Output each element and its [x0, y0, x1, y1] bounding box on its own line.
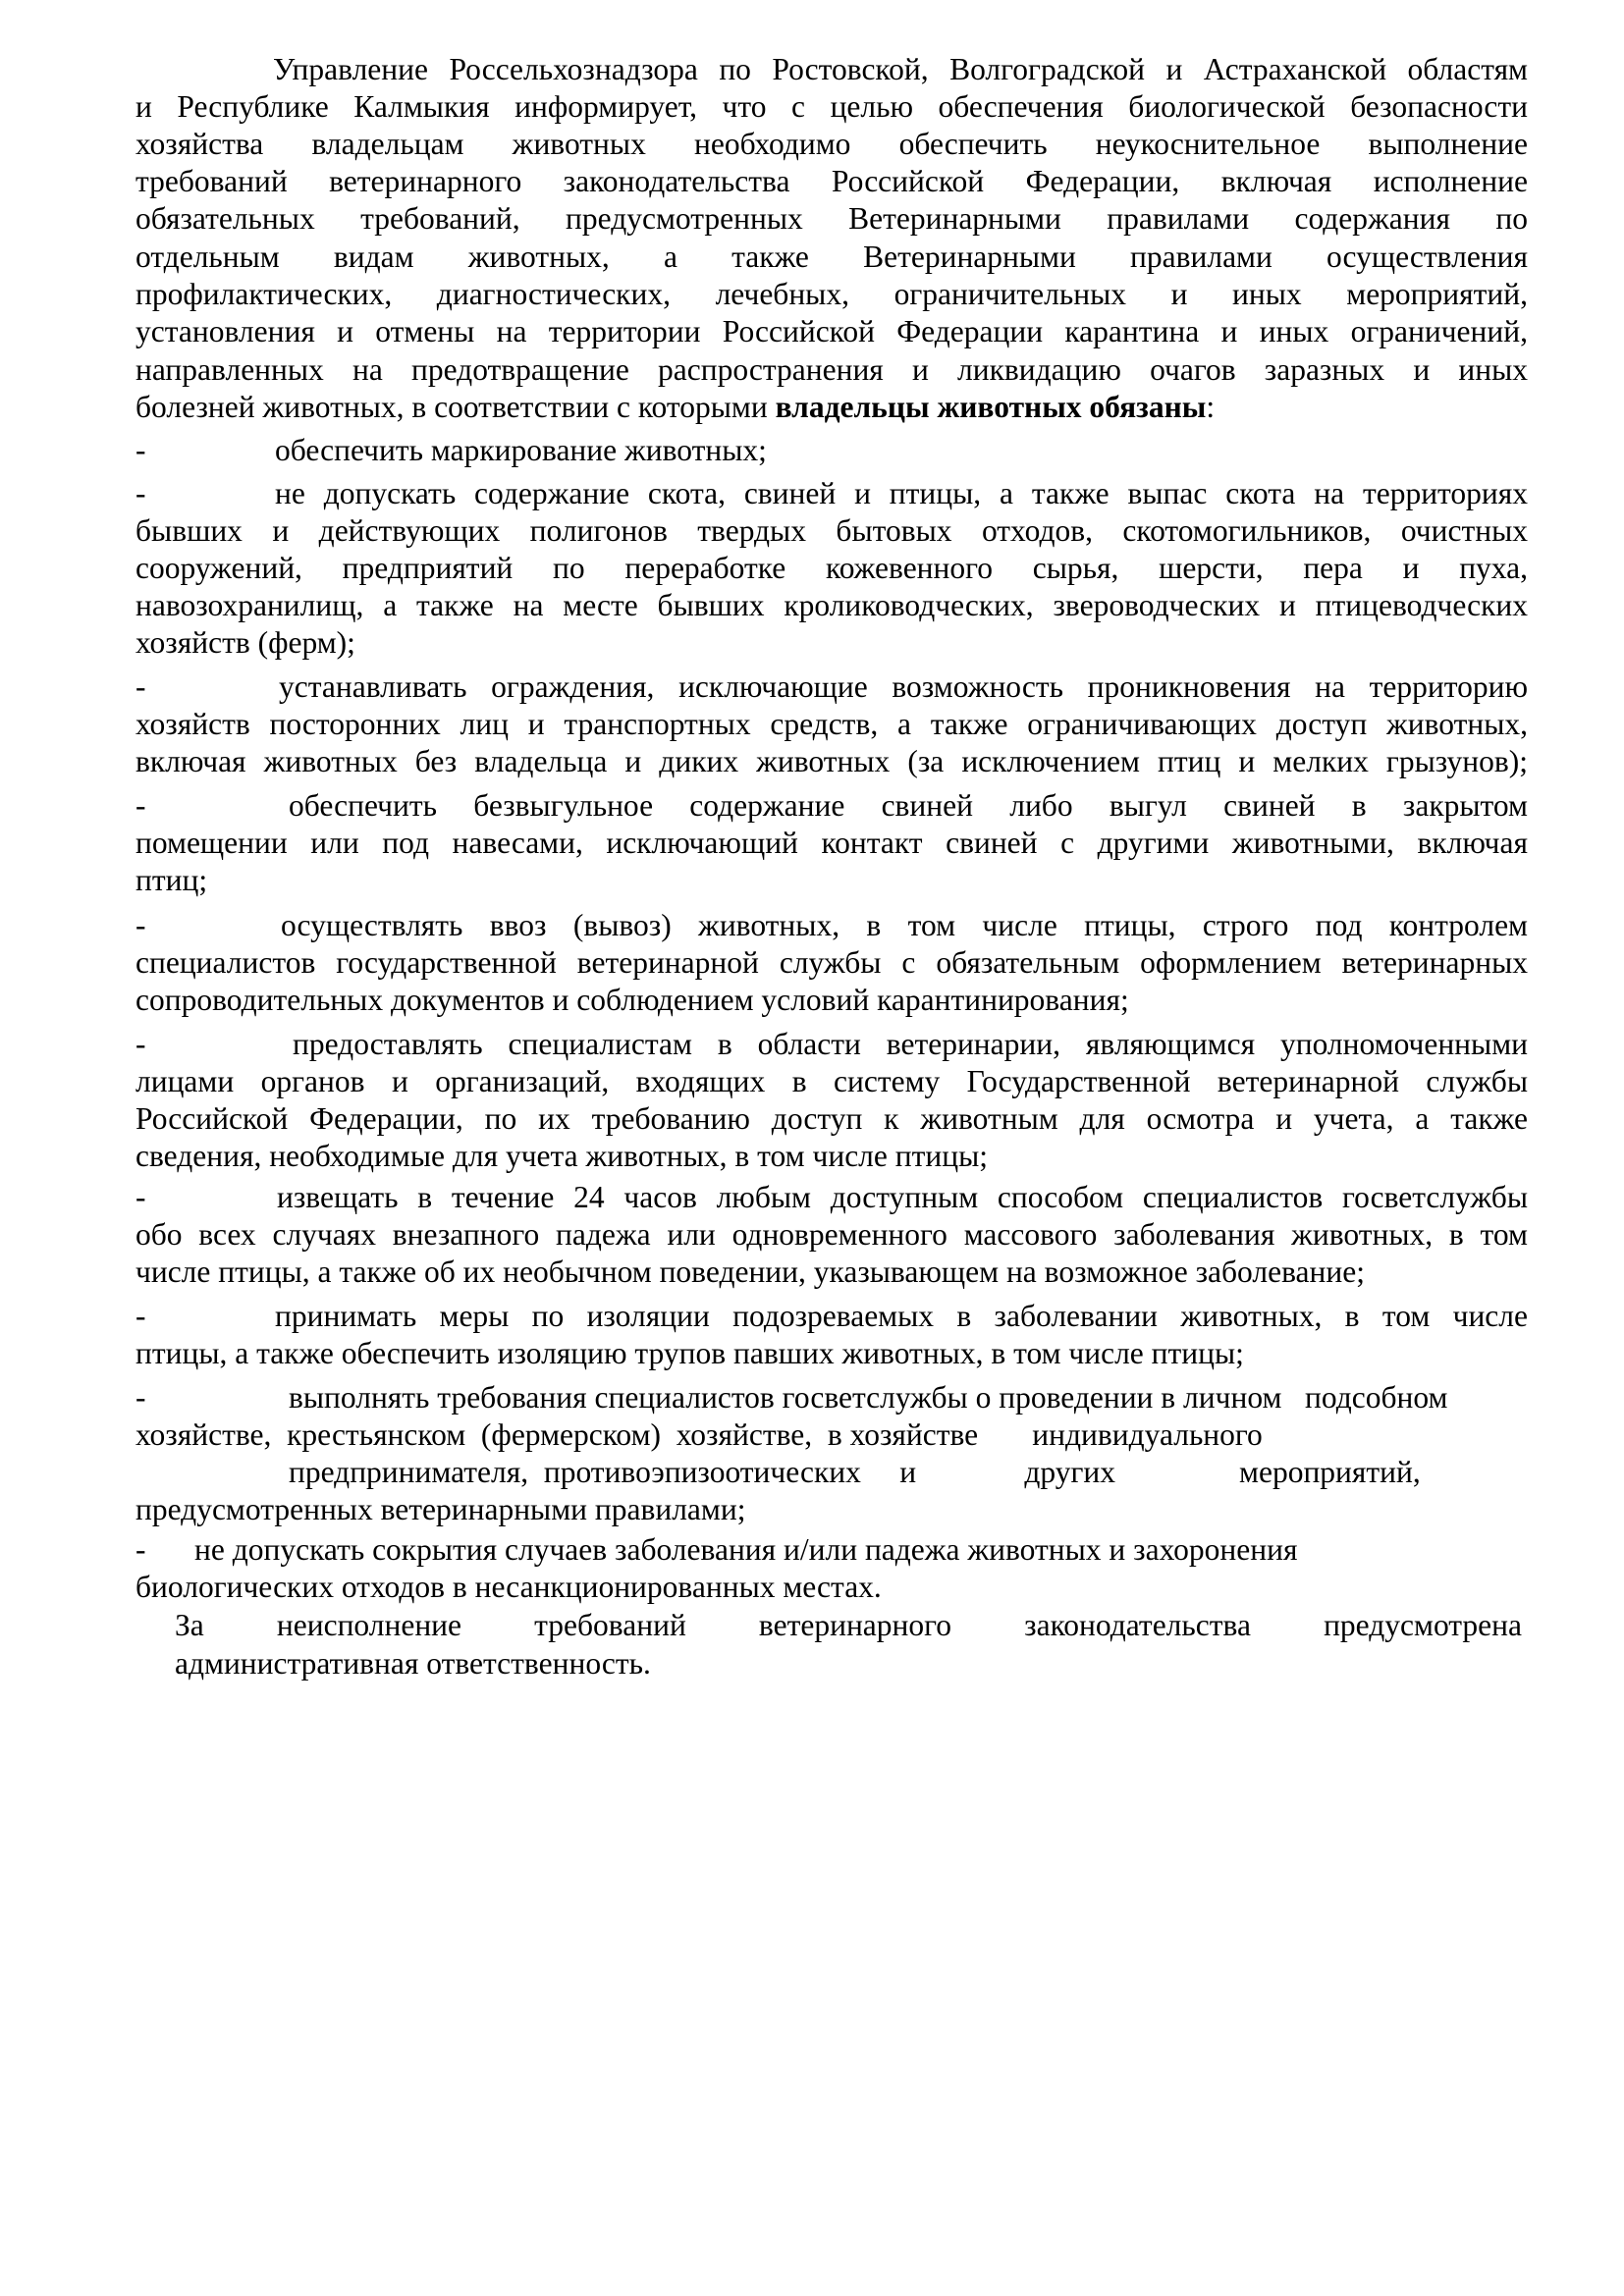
text-line: сооружений, предприятий по переработке кожевенного сырья, шерсти, пера и пуха, [135, 551, 1528, 585]
text-line: биологических отходов в несанкционированных местах. [135, 1570, 882, 1604]
text-line: отдельным видам животных, а также Ветеринарными правилами осуществления [135, 240, 1528, 274]
text-line: предусмотренных ветеринарными правилами; [135, 1492, 746, 1526]
text-line: обеспечить безвыгульное содержание свиней либо выгул свиней в закрытом [289, 788, 1528, 823]
text-line: навозохранилищ, а также на месте бывших кролиководческих, звероводческих и птицеводческих [135, 588, 1528, 622]
text-line: не допускать сокрытия случаев заболевания и/или падежа животных и захоронения [194, 1532, 1298, 1567]
text-line: сопроводительных документов и соблюдением условий карантинирования; [135, 983, 1129, 1017]
text-line: включая животных без владельца и диких животных (за исключением птиц и мелких грызунов); [135, 744, 1528, 778]
text-line: направленных на предотвращение распространения и ликвидацию очагов заразных и иных [135, 352, 1528, 387]
text-line: числе птицы, а также об их необычном поведении, указывающем на возможное заболевание; [135, 1255, 1365, 1289]
text-line: устанавливать ограждения, исключающие возможность проникновения на территорию [279, 669, 1528, 704]
bullet-dash: - [135, 1299, 146, 1333]
text-line: административная ответственность. [175, 1646, 651, 1681]
text-line: и Республике Калмыкия информирует, что с целью обеспечения биологической безопасности [135, 89, 1528, 124]
text-line: хозяйств посторонних лиц и транспортных средств, а также ограничивающих доступ животных, [135, 707, 1528, 741]
text-line: не допускать содержание скота, свиней и птицы, а также выпас скота на территориях [275, 476, 1528, 510]
text-line: принимать меры по изоляции подозреваемых в заболевании животных, в том числе [275, 1299, 1528, 1333]
text-line: За неисполнение требований ветеринарного законодательства предусмотрена [175, 1608, 1522, 1642]
bullet-dash: - [135, 908, 146, 942]
text-line: извещать в течение 24 часов любым доступным способом специалистов госветслужбы [277, 1180, 1528, 1214]
text-line: предоставлять специалистам в области ветеринарии, являющимся уполномоченными [293, 1027, 1528, 1061]
text-line: требований ветеринарного законодательства Российской Федерации, включая исполнение [135, 164, 1528, 198]
bullet-dash: - [135, 476, 146, 510]
bullet-dash: - [135, 433, 146, 467]
text-line: установления и отмены на территории Российской Федерации карантина и иных ограничений, [135, 314, 1528, 348]
bullet-dash: - [135, 1027, 146, 1061]
text-line: сведения, необходимые для учета животных, в том числе птицы; [135, 1139, 989, 1173]
text-line: лицами органов и организаций, входящих в систему Государственной ветеринарной службы [135, 1064, 1528, 1098]
text-line: обязательных требований, предусмотренных Ветеринарными правилами содержания по [135, 201, 1528, 236]
text-line: болезней животных, в соответствии с которыми владельцы животных обязаны: [135, 390, 1216, 424]
owners-obliged-bold: владельцы животных обязаны [775, 390, 1207, 424]
text-line: выполнять требования специалистов госветслужбы о проведении в личном подсобном [289, 1380, 1448, 1415]
text-line: птиц; [135, 863, 208, 897]
text-line: специалистов государственной ветеринарной службы с обязательным оформлением ветеринарных [135, 945, 1528, 980]
text-line: бывших и действующих полигонов твердых бытовых отходов, скотомогильников, очистных [135, 513, 1528, 548]
text-line: хозяйства владельцам животных необходимо обеспечить неукоснительное выполнение [135, 127, 1528, 161]
text-line: предпринимателя, противоэпизоотических и других мероприятий, [289, 1455, 1421, 1489]
text-line: хозяйств (ферм); [135, 625, 355, 660]
text-line: помещении или под навесами, исключающий контакт свиней с другими животными, включая [135, 826, 1528, 860]
text-line: птицы, а также обеспечить изоляцию трупов павших животных, в том числе птицы; [135, 1336, 1244, 1370]
text-line: Российской Федерации, по их требованию доступ к животным для осмотра и учета, а также [135, 1101, 1528, 1136]
text-line: хозяйстве, крестьянском (фермерском) хозяйстве, в хозяйстве индивидуального [135, 1417, 1263, 1452]
bullet-dash: - [135, 669, 146, 704]
bullet-dash: - [135, 1180, 146, 1214]
bullet-dash: - [135, 1380, 146, 1415]
text-line: профилактических, диагностических, лечебных, ограничительных и иных мероприятий, [135, 277, 1528, 311]
bullet-dash: - [135, 788, 146, 823]
text-line: обо всех случаях внезапного падежа или одновременного массового заболевания животных, в том [135, 1217, 1528, 1252]
text-line: обеспечить маркирование животных; [275, 433, 767, 467]
text-line: Управление Россельхознадзора по Ростовской, Волгоградской и Астраханской областям [273, 52, 1528, 86]
text-line: осуществлять ввоз (вывоз) животных, в том числе птицы, строго под контролем [281, 908, 1528, 942]
bullet-dash: - [135, 1532, 146, 1567]
